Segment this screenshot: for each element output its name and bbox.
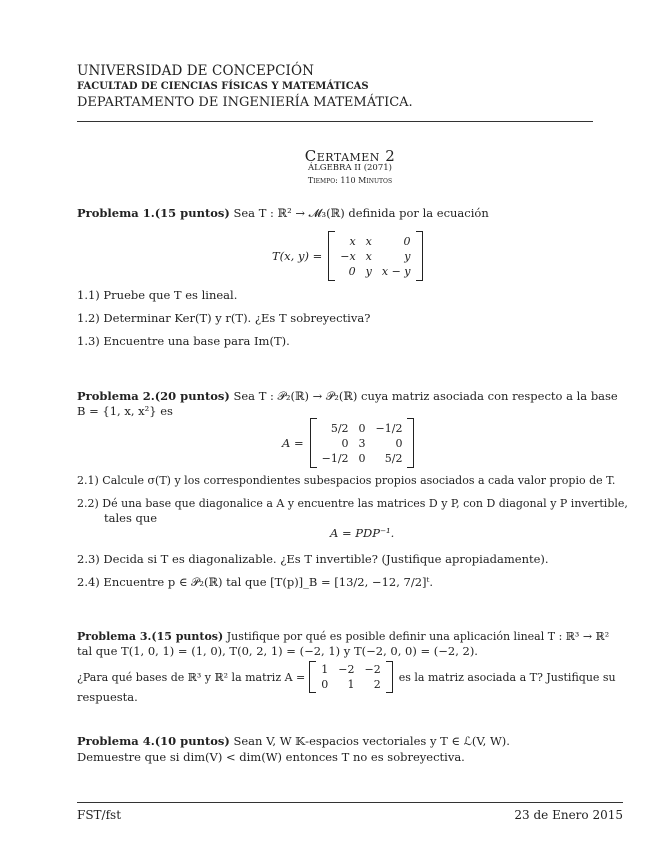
- matrix-left-bracket: [309, 661, 316, 693]
- problem-4-line-2: Demuestre que si dim(V) < dim(W) entonces T no es sobreyectiva.: [77, 750, 465, 764]
- problem-2-item-1: 2.1) Calcule σ(T) y los correspondientes subespacios propios asociados a cada valor propio de T.: [77, 474, 616, 487]
- matrix-cell: −2: [364, 663, 381, 676]
- problem-1-matrix: [335, 234, 415, 279]
- matrix-cell: x − y: [381, 264, 411, 278]
- matrix-cell: −x: [340, 249, 356, 263]
- problem-3-line-3: [77, 661, 616, 693]
- matrix-cell: y: [365, 264, 372, 278]
- matrix-cell: y: [404, 249, 411, 263]
- problem-2-basis: B = {1, x, x²} es: [77, 404, 173, 418]
- problem-1-item-2: 1.2) Determinar Ker(T) y r(T). ¿Es T sobreyectiva?: [77, 311, 371, 325]
- problem-1-lhs: T(x, y) =: [272, 248, 323, 263]
- exam-time: Tiempo: 110 Minutos: [307, 176, 393, 185]
- matrix-cell: 0: [403, 234, 411, 248]
- matrix-cell: 1: [347, 678, 355, 691]
- matrix-cell: 5/2: [330, 421, 349, 435]
- exam-title: Certamen 2: [304, 147, 396, 165]
- faculty-name: FACULTAD DE CIENCIAS FÍSICAS Y MATEMÁTICAS: [77, 81, 369, 92]
- matrix-cell: −1/2: [375, 421, 403, 435]
- problem-2-item-2: 2.2) Dé una base que diagonalice a A y encuentre las matrices D y P, con D diagonal y P invertible,: [77, 497, 628, 510]
- matrix-left-bracket: [328, 231, 335, 281]
- problem-2-item-3: 2.3) Decida si T es diagonalizable. ¿Es T invertible? (Justifique apropiadamente).: [77, 552, 549, 566]
- matrix-cell: 0: [358, 451, 366, 465]
- matrix-cell: 0: [395, 436, 403, 450]
- problem-1-points: (15 puntos): [154, 206, 230, 220]
- matrix-cell: 0: [348, 264, 356, 278]
- matrix-cell: 3: [358, 436, 366, 450]
- matrix-cell: −1/2: [321, 451, 349, 465]
- matrix-cell: 5/2: [384, 451, 403, 465]
- matrix-cell: 2: [373, 678, 381, 691]
- problem-3-matrix: [316, 662, 385, 692]
- problem-1-label: Problema 1.: [77, 206, 155, 220]
- problem-1-item-1: 1.1) Pruebe que T es lineal.: [77, 288, 238, 302]
- matrix-cell: 0: [341, 436, 349, 450]
- problem-2-item-4: 2.4) Encuentre p ∈ 𝒫₂(ℝ) tal que [T(p)]_B = [13/2, −12, 7/2]ᵗ.: [77, 575, 433, 589]
- problem-2-intro: Sea T : 𝒫₂(ℝ) → 𝒫₂(ℝ) cuya matriz asociada con respecto a la base: [233, 389, 618, 403]
- problem-3-line-3b: es la matriz asociada a T? Justifique su: [398, 670, 616, 684]
- header-divider: [77, 121, 593, 122]
- matrix-cell: x: [365, 249, 372, 263]
- department-name: DEPARTAMENTO DE INGENIERÍA MATEMÁTICA.: [77, 95, 413, 110]
- problem-3-statement: [77, 629, 637, 644]
- problem-1-intro: Sea T : ℝ² → 𝓜₃(ℝ) definida por la ecuación: [233, 206, 489, 220]
- problem-4-statement: [77, 734, 510, 749]
- problem-3-points: (15 puntos): [151, 630, 224, 643]
- problem-3-line-1: Justifique por qué es posible definir una aplicación lineal T : ℝ³ → ℝ²: [226, 630, 610, 643]
- problem-1-equation: [272, 231, 423, 281]
- problem-2-equation: [282, 418, 414, 468]
- problem-3-label: Problema 3.: [77, 630, 152, 643]
- matrix-cell: 0: [358, 421, 366, 435]
- university-name: UNIVERSIDAD DE CONCEPCIÓN: [77, 63, 315, 79]
- footer-date: 23 de Enero 2015: [514, 808, 623, 822]
- problem-4-line-1: Sean V, W 𝕂-espacios vectoriales y T ∈ ℒ(V, W).: [233, 734, 510, 748]
- problem-3-line-4: respuesta.: [77, 690, 138, 704]
- problem-2-points: (20 puntos): [154, 389, 230, 403]
- matrix-right-bracket: [386, 661, 393, 693]
- problem-2-item-2-equation: A = PDP⁻¹.: [330, 526, 395, 540]
- course-name: ÁLGEBRA II (2071): [308, 163, 392, 173]
- problem-2-item-2-cont: tales que: [104, 511, 158, 525]
- problem-3-line-2: tal que T(1, 0, 1) = (1, 0), T(0, 2, 1) = (−2, 1) y T(−2, 0, 0) = (−2, 2).: [77, 644, 478, 658]
- problem-2-label: Problema 2.: [77, 389, 155, 403]
- problem-1-statement: [77, 206, 489, 221]
- matrix-right-bracket: [407, 418, 414, 468]
- footer-divider: [77, 802, 623, 803]
- matrix-left-bracket: [310, 418, 317, 468]
- problem-2-matrix: [317, 421, 408, 466]
- problem-2-lhs: A =: [282, 435, 304, 450]
- matrix-cell: x: [349, 234, 356, 248]
- footer-initials: FST/fst: [77, 808, 122, 822]
- matrix-cell: 1: [321, 663, 329, 676]
- problem-1-item-3: 1.3) Encuentre una base para Im(T).: [77, 334, 290, 348]
- problem-4-label: Problema 4.: [77, 734, 155, 748]
- matrix-cell: 0: [321, 678, 329, 691]
- matrix-right-bracket: [416, 231, 423, 281]
- problem-3-line-3a: ¿Para qué bases de ℝ³ y ℝ² la matriz A =: [77, 670, 306, 684]
- problem-2-statement: [77, 389, 625, 404]
- matrix-cell: x: [365, 234, 372, 248]
- matrix-cell: −2: [338, 663, 355, 676]
- problem-4-points: (10 puntos): [154, 734, 230, 748]
